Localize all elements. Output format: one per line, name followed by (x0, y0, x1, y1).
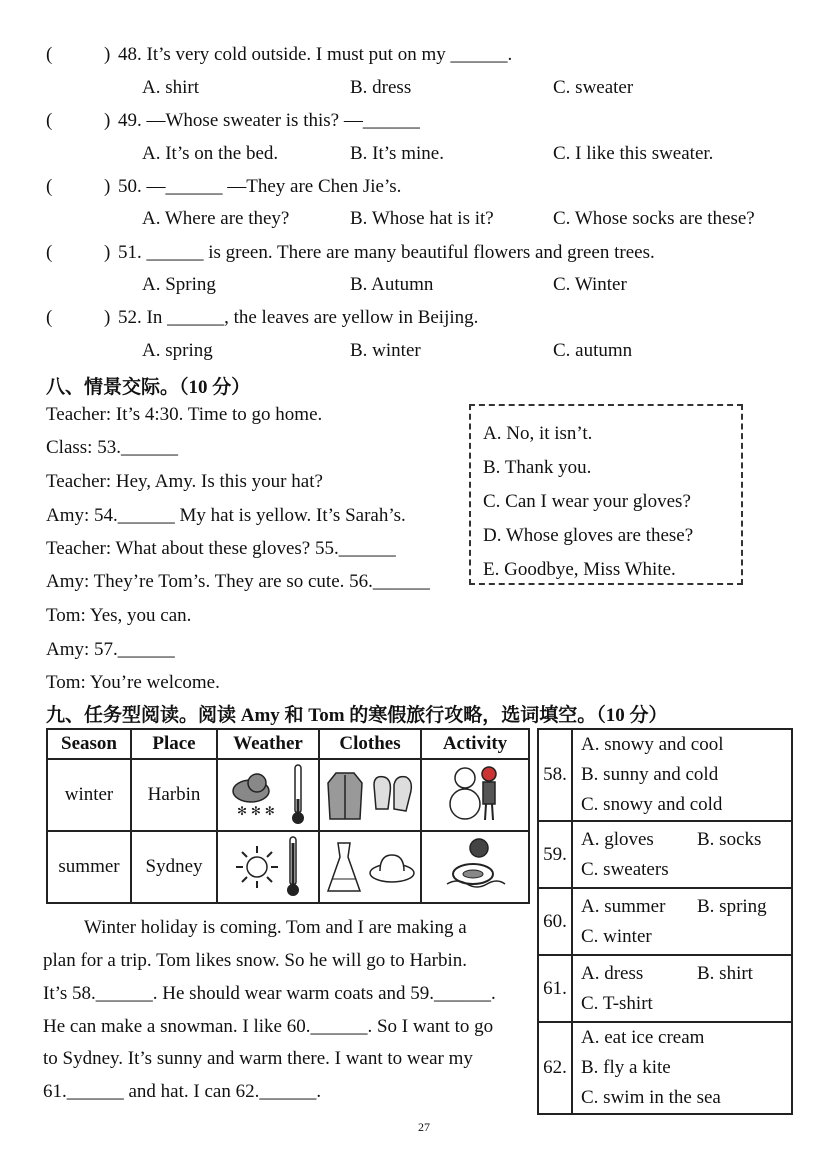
answer-bracket[interactable]: ( (46, 44, 53, 65)
option-c: C. I like this sweater. (553, 143, 714, 164)
dialogue-line: Teacher: What about these gloves? 55.______ (46, 538, 396, 559)
coat-icon (324, 767, 366, 823)
option-a: A. Where are they? (142, 208, 290, 229)
season-cell: summer (47, 831, 131, 903)
dialogue-line: Amy: 54.______ My hat is yellow. It’s Sarah’s. (46, 505, 406, 526)
dialogue-line: Tom: Yes, you can. (46, 605, 192, 626)
answer-bracket[interactable]: ( (46, 242, 53, 263)
option-row (538, 821, 792, 888)
option-a: A. shirt (142, 77, 199, 98)
passage-line: Winter holiday is coming. Tom and I are making a (84, 917, 467, 938)
option-line: B. fly a kite (581, 1057, 671, 1078)
choice-box (469, 404, 743, 585)
question-text: 52. In ______, the leaves are yellow in Beijing. (118, 307, 479, 328)
header-season: Season (47, 729, 131, 759)
dialogue-line: Teacher: Hey, Amy. Is this your hat? (46, 471, 323, 492)
header-activity: Activity (421, 729, 529, 759)
option-number: 61. (538, 955, 572, 1022)
season-cell: winter (47, 759, 131, 831)
section-9-title: 九、任务型阅读。阅读 Amy 和 Tom 的寒假旅行攻略，选词填空。（10 分） (46, 705, 668, 726)
dialogue-line: Amy: They’re Tom’s. They are so cute. 56.______ (46, 571, 430, 592)
header-place: Place (131, 729, 217, 759)
clothes-cell (319, 759, 421, 831)
option-b: B. dress (350, 77, 412, 98)
snow-cloud-icon (229, 767, 285, 823)
mittens-icon (370, 773, 416, 817)
option-row (538, 888, 792, 955)
question-text: 48. It’s very cold outside. I must put on my ______. (118, 44, 513, 65)
question-text: 50. —______ —They are Chen Jie’s. (118, 176, 402, 197)
passage-line: to Sydney. It’s sunny and warm there. I want to wear my (43, 1048, 473, 1069)
dress-icon (324, 839, 364, 895)
question-text: 49. —Whose sweater is this? —______ (118, 110, 420, 131)
option-number: 60. (538, 888, 572, 955)
option-row (538, 955, 792, 1022)
option-line: C. sweaters (581, 858, 669, 880)
option-line: B. spring (697, 895, 767, 917)
option-b: B. Autumn (350, 274, 434, 295)
dialogue-line: Teacher: It’s 4:30. Time to go home. (46, 404, 323, 425)
choice-item: D. Whose gloves are these? (483, 525, 694, 546)
table-row (47, 831, 529, 903)
sun-icon (234, 844, 280, 890)
answer-bracket-close: ) (104, 110, 111, 131)
option-b: B. It’s mine. (350, 143, 444, 164)
option-number: 58. (538, 729, 572, 821)
activity-cell (421, 831, 529, 903)
choice-item: A. No, it isn’t. (483, 423, 593, 444)
snowman-icon (445, 760, 505, 824)
answer-bracket[interactable]: ( (46, 110, 53, 131)
option-c: C. sweater (553, 77, 634, 98)
options-table (537, 728, 793, 1115)
choice-item: E. Goodbye, Miss White. (483, 559, 676, 580)
option-line: A. gloves (581, 828, 654, 850)
question-text: 51. ______ is green. There are many beautiful flowers and green trees. (118, 242, 655, 263)
option-c: C. Winter (553, 274, 627, 295)
answer-bracket-close: ) (104, 44, 111, 65)
passage-line: 61.______ and hat. I can 62.______. (43, 1081, 322, 1102)
option-row (538, 729, 792, 821)
option-line: B. shirt (697, 962, 753, 984)
option-line: C. T-shirt (581, 992, 653, 1014)
activity-cell (421, 759, 529, 831)
option-line: C. winter (581, 925, 652, 947)
dialogue-line: Amy: 57.______ (46, 639, 175, 660)
option-line: B. socks (697, 828, 762, 850)
place-cell: Sydney (131, 831, 217, 903)
option-number: 62. (538, 1022, 572, 1114)
dialogue-line: Tom: You’re welcome. (46, 672, 220, 693)
svg-text:✻ ✻ ✻: ✻ ✻ ✻ (237, 804, 275, 818)
sun-hat-icon (368, 849, 416, 885)
option-b: B. winter (350, 340, 421, 361)
option-line: A. eat ice cream (581, 1027, 705, 1048)
dialogue-line: Class: 53.______ (46, 437, 178, 458)
option-a: A. It’s on the bed. (142, 143, 279, 164)
thermometer-cold-icon (289, 763, 307, 827)
thermometer-hot-icon (284, 835, 302, 899)
page-number: 27 (418, 1120, 430, 1134)
answer-bracket[interactable]: ( (46, 307, 53, 328)
option-a: A. spring (142, 340, 213, 361)
option-line: B. sunny and cold (581, 764, 719, 785)
weather-cell (217, 831, 319, 903)
option-c: C. autumn (553, 340, 633, 361)
section-8-title: 八、情景交际。（10 分） (46, 377, 251, 398)
header-clothes: Clothes (319, 729, 421, 759)
header-weather: Weather (217, 729, 319, 759)
passage-line: plan for a trip. Tom likes snow. So he will go to Harbin. (43, 950, 468, 971)
swimming-girl-icon (443, 834, 507, 894)
choice-item: C. Can I wear your gloves? (483, 491, 691, 512)
answer-bracket-close: ) (104, 242, 111, 263)
option-line: C. swim in the sea (581, 1087, 721, 1108)
answer-bracket-close: ) (104, 307, 111, 328)
answer-bracket-close: ) (104, 176, 111, 197)
option-line: A. snowy and cool (581, 734, 724, 755)
answer-bracket[interactable]: ( (46, 176, 53, 197)
weather-cell (217, 759, 319, 831)
option-line: C. snowy and cold (581, 794, 723, 815)
passage-line: He can make a snowman. I like 60.______. So I want to go (43, 1016, 494, 1037)
clothes-cell (319, 831, 421, 903)
passage-line: It’s 58.______. He should wear warm coats and 59.______. (43, 983, 496, 1004)
choice-item: B. Thank you. (483, 457, 592, 478)
option-line: A. summer (581, 895, 666, 917)
option-row (538, 1022, 792, 1114)
option-c: C. Whose socks are these? (553, 208, 755, 229)
option-line: A. dress (581, 962, 644, 984)
table-row (47, 759, 529, 831)
option-a: A. Spring (142, 274, 216, 295)
option-number: 59. (538, 821, 572, 888)
option-b: B. Whose hat is it? (350, 208, 494, 229)
place-cell: Harbin (131, 759, 217, 831)
travel-table (46, 728, 530, 904)
